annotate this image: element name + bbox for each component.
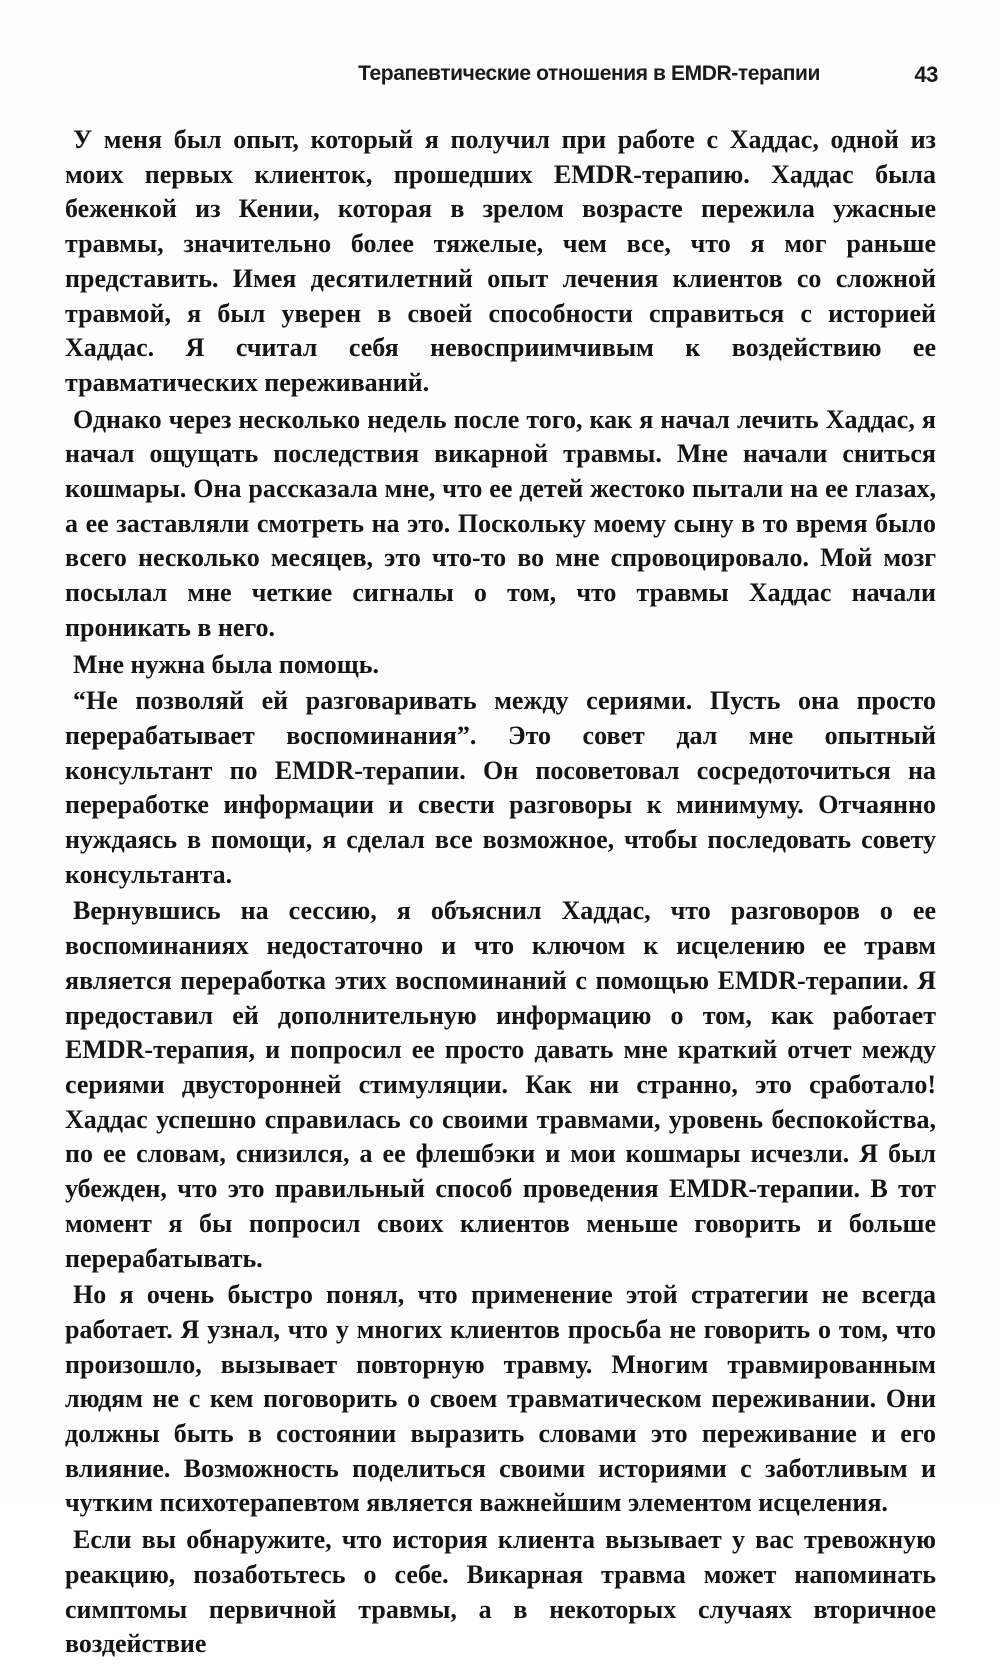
body-text <box>65 123 936 1664</box>
paragraph-1: У меня был опыт, который я получил при работе с Хаддас, одной из моих первых клиенток, прошедших EMDR-терапию. Хаддас была беженкой из Кении, которая в зрелом возрасте пережила ужасные травмы, значительно более тяжелые, чем все, что я мог раньше представить. Имея десятилетний опыт лечения клиентов со сложной травмой, я был уверен в своей способности справиться с историей Хаддас. Я считал себя невосприимчивым к воздействию ее травматических переживаний. <box>65 125 936 397</box>
chapter-title: Терапевтические отношения в EMDR-терапии <box>358 62 820 85</box>
paragraph-2: Однако через несколько недель после того, как я начал лечить Хаддас, я начал ощущать последствия викарной травмы. Мне начали сниться кошмары. Она рассказала мне, что ее детей жестоко пытали на ее глазах, а ее заставляли смотреть на это. Поскольку моему сыну в то время было всего несколько месяцев, это что-то во мне спровоцировало. Мой мозг посылал мне четкие сигналы о том, что травмы Хаддас начали проникать в него. <box>65 404 936 642</box>
paragraph-7: Если вы обнаружите, что история клиента вызывает у вас тревожную реакцию, позаботьтесь о себе. Викарная травма может напоминать симптомы первичной травмы, а в некоторых случаях вторичное воздействие <box>65 1525 936 1659</box>
paragraph-5: Вернувшись на сессию, я объяснил Хаддас, что разговоров о ее воспоминаниях недостаточно и что ключом к исцелению ее травм является переработка этих воспоминаний с помощью EMDR-терапии. Я предоставил ей дополнительную информацию о том, как работает EMDR-терапия, и попросил ее просто давать мне краткий отчет между сериями двусторонней стимуляции. Как ни странно, это сработало! Хаддас успешно справилась со своими травмами, уровень беспокойства, по ее словам, снизился, а ее флешбэки и мои кошмары исчезли. Я был убежден, что это правильный способ проведения EMDR-терапии. В тот момент я бы попросил своих клиентов меньше говорить и больше перерабатывать. <box>65 896 936 1273</box>
running-header <box>60 62 938 102</box>
paragraph-6: Но я очень быстро понял, что применение этой стратегии не всегда работает. Я узнал, что у многих клиентов просьба не говорить о том, что произошло, вызывает повторную травму. Многим травмированным людям не с кем поговорить о своем травматическом переживании. Они должны быть в состоянии выразить словами это переживание и его влияние. Возможность поделиться своими историями с заботливым и чутким психотерапевтом является важнейшим элементом исцеления. <box>65 1280 936 1518</box>
paragraph-3: Мне нужна была помощь. <box>73 649 379 679</box>
page-number: 43 <box>914 62 938 87</box>
paragraph-4: “Не позволяй ей разговаривать между сериями. Пусть она просто перерабатывает воспоминания”. Это совет дал мне опытный консультант по EMDR-терапии. Он посоветовал сосредоточиться на переработке информации и свести разговоры к минимуму. Отчаянно нуждаясь в помощи, я сделал все возможное, чтобы последовать совету консультанта. <box>65 686 936 889</box>
